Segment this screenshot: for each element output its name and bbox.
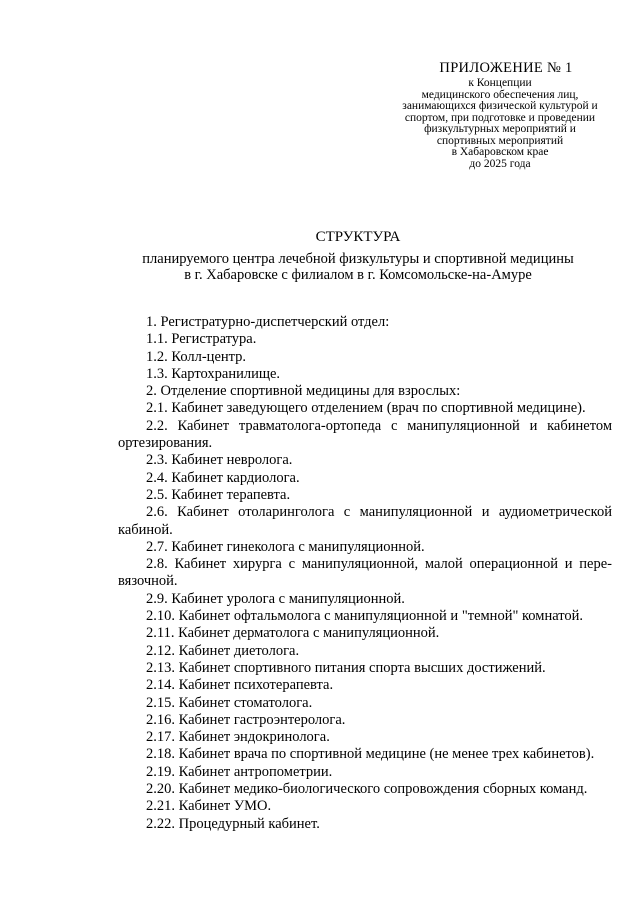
list-item: 2.11. Кабинет дерматолога с манипуляционной. [146, 625, 440, 642]
list-item: 2.5. Кабинет терапевта. [146, 486, 291, 503]
list-item: 2.10. Кабинет офтальмолога с манипуляционной и "темной" комнатой. [146, 608, 584, 625]
list-item: 2.9. Кабинет уролога с манипуляционной. [146, 590, 405, 607]
list-item: 2. Отделение спортивной медицины для взрослых: [146, 383, 461, 400]
list-item: 2.12. Кабинет диетолога. [146, 642, 300, 659]
list-item: 2.21. Кабинет УМО. [146, 798, 272, 815]
list-item: 2.20. Кабинет медико-биологического сопровождения сборных команд. [146, 781, 588, 798]
document-subtitle [0, 251, 640, 283]
annex-line: к Концепции [468, 77, 532, 89]
list-item: 2.17. Кабинет эндокринолога. [146, 729, 330, 746]
list-item: 2.7. Кабинет гинеколога с манипуляционной. [146, 538, 425, 555]
subtitle-line: в г. Хабаровске с филиалом в г. Комсомольске-на-Амуре [184, 267, 532, 283]
list-item: 1.3. Картохранилище. [146, 365, 281, 382]
subtitle-line: планируемого центра лечебной физкультуры и спортивной медицины [142, 251, 574, 267]
annex-reference [370, 78, 630, 170]
list-item: 2.6. Кабинет отоларинголога с манипуляционной и аудиометрической кабиной. [118, 504, 612, 538]
annex-line: до 2025 года [469, 157, 531, 170]
annex-line: в Хабаровском крае [451, 146, 549, 158]
annex-line: занимающихся физической культурой и [402, 100, 598, 112]
list-item: 2.19. Кабинет антропометрии. [146, 763, 333, 780]
list-item: 2.8. Кабинет хирурга с манипуляционной, малой операционной и пере-вязочной. [118, 556, 612, 590]
list-item: 2.3. Кабинет невролога. [146, 452, 293, 469]
list-item: 2.15. Кабинет стоматолога. [146, 694, 313, 711]
list-item: 2.14. Кабинет психотерапевта. [146, 677, 334, 694]
annex-line: спортом, при подготовке и проведении [404, 111, 596, 124]
list-item: 2.4. Кабинет кардиолога. [146, 469, 300, 486]
annex-line: спортивных мероприятий [436, 134, 564, 147]
document-title: СТРУКТУРА [315, 229, 401, 245]
list-item: 2.16. Кабинет гастроэнтеролога. [146, 711, 346, 728]
list-item: 2.2. Кабинет травматолога-ортопеда с манипуляционной и кабинетом ортезирования. [118, 417, 612, 452]
annex-line: физкультурных мероприятий и [424, 123, 576, 135]
annex-block [370, 60, 630, 170]
annex-line: медицинского обеспечения лиц, [421, 88, 579, 101]
list-item: 1.1. Регистратура. [146, 331, 257, 348]
list-item: 2.18. Кабинет врача по спортивной медицине (не менее трех кабинетов). [146, 746, 595, 763]
list-item: 1. Регистратурно-диспетчерский отдел: [146, 314, 390, 330]
list-item: 1.2. Колл-центр. [146, 348, 247, 365]
list-item: 2.22. Процедурный кабинет. [146, 815, 320, 832]
list-item: 2.1. Кабинет заведующего отделением (врач по спортивной медицине). [146, 400, 586, 417]
annex-title: ПРИЛОЖЕНИЕ № 1 [439, 60, 573, 76]
structure-list [118, 314, 612, 833]
list-item: 2.13. Кабинет спортивного питания спорта высших достижений. [146, 659, 546, 676]
